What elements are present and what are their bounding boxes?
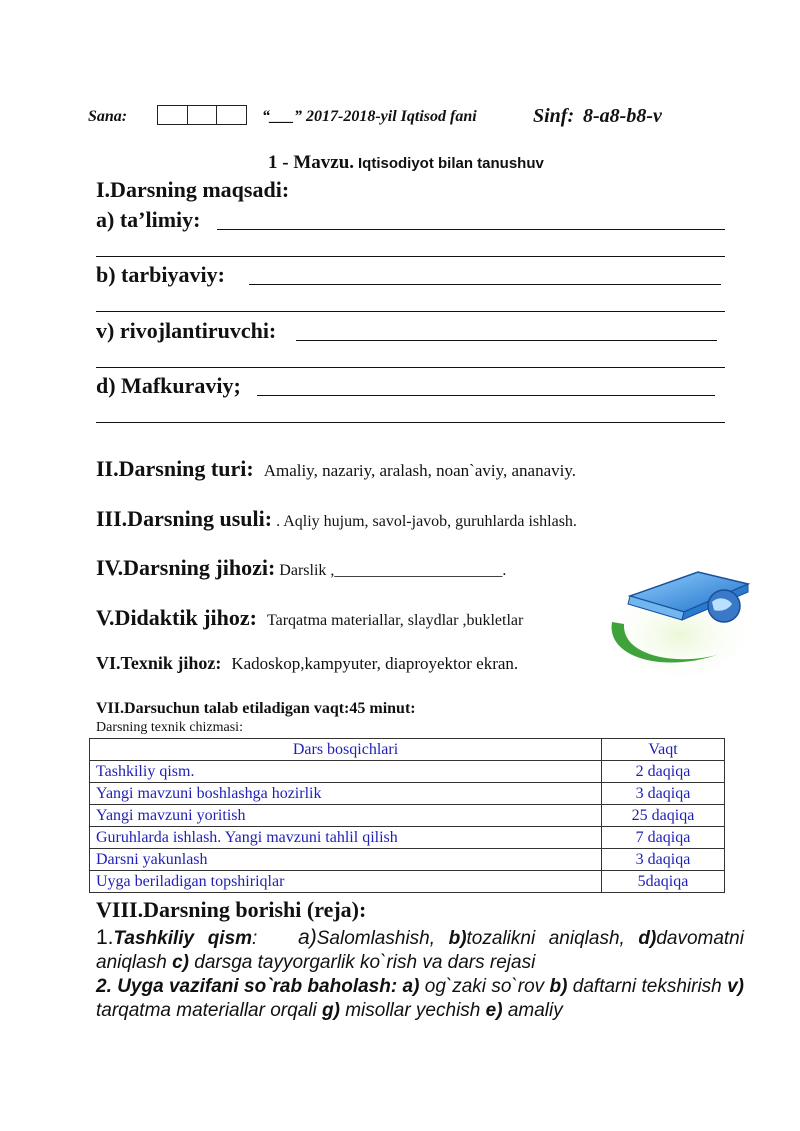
technical-equipment-value: Kadoskop,kampyuter, diaproyektor ekran.	[231, 654, 519, 673]
table-row	[90, 805, 725, 827]
fill-line	[96, 256, 725, 257]
table-cell: 3 daqiqa	[602, 849, 725, 871]
fill-line	[96, 422, 725, 423]
table-cell: 2 daqiqa	[602, 761, 725, 783]
didactic-equipment-value: Tarqatma materiallar, slaydlar ,bukletlar	[266, 612, 524, 629]
table-row	[90, 761, 725, 783]
plan-2-a-label: a)	[397, 976, 420, 997]
goal-label-tarbiyaviy: b) tarbiyaviy:	[96, 262, 225, 287]
plan-paragraph-2	[96, 975, 744, 1023]
table-row	[90, 871, 725, 893]
class-value: 8-a8-b8-v	[583, 105, 662, 127]
lesson-time: VII.Darsuchun talab etiladigan vaqt:45 minut:	[96, 700, 416, 717]
lesson-type-value: Amaliy, nazariy, aralash, noan`aviy, ananaviy.	[263, 461, 577, 480]
fill-line	[257, 395, 715, 396]
lesson-equipment-value: Darslik ,_____________________.	[279, 562, 507, 579]
plan-2-v-label: v)	[727, 976, 744, 997]
plan-1-d-label: d)	[638, 928, 657, 949]
plan-1-label: Tashkiliy qism	[113, 928, 253, 949]
lesson-equipment-label: IV.Darsning jihozi:	[96, 555, 276, 580]
date-text: “___” 2017-2018-yil Iqtisod fani	[262, 108, 477, 125]
lesson-equipment	[96, 555, 506, 581]
table-cell: Darsni yakunlash	[90, 849, 602, 871]
fill-line	[217, 229, 725, 230]
plan-2-v: tarqatma materiallar orqali	[96, 1000, 322, 1021]
lesson-method-value: . Aqliy hujum, savol-javob, guruhlarda ishlash.	[276, 513, 577, 530]
plan-1-b: tozalikni aniqlash,	[466, 928, 639, 949]
fill-line	[96, 311, 725, 312]
plan-2-b-label: b)	[549, 976, 568, 997]
table-cell: Tashkiliy qism.	[90, 761, 602, 783]
goal-label-rivojlantiruvchi: v) rivojlantiruvchi:	[96, 318, 277, 343]
lesson-method-label: III.Darsning usuli:	[96, 506, 273, 531]
fill-line	[249, 284, 721, 285]
plan-2-label: 2. Uyga vazifani so`rab baholash:	[96, 976, 398, 997]
technical-equipment-label: VI.Texnik jihoz:	[96, 653, 222, 673]
plan-1-colon: :	[252, 928, 258, 949]
table-cell: Yangi mavzuni boshlashga hozirlik	[90, 783, 602, 805]
table-cell: 5daqiqa	[602, 871, 725, 893]
table-header-row	[90, 739, 725, 761]
plan-paragraph-1	[96, 926, 744, 975]
lesson-type-label: II.Darsning turi:	[96, 456, 254, 481]
table-cell: Guruhlarda ishlash. Yangi mavzuni tahlil qilish	[90, 827, 602, 849]
topic-title: Iqtisodiyot bilan tanushuv	[358, 155, 544, 172]
plan-2-b: daftarni tekshirish	[567, 976, 728, 997]
table-row	[90, 849, 725, 871]
fill-line	[96, 367, 725, 368]
book-globe-icon	[602, 562, 754, 682]
fill-line	[296, 340, 717, 341]
table-row	[90, 827, 725, 849]
table-header-cell: Dars bosqichlari	[90, 739, 602, 761]
plan-1-c-label: c)	[172, 952, 189, 973]
table-header-cell: Vaqt	[602, 739, 725, 761]
plan-1-a: Salomlashish,	[316, 928, 449, 949]
topic-number: 1 - Mavzu.	[268, 152, 355, 173]
goal-label-mafkuraviy: d) Mafkuraviy;	[96, 373, 241, 398]
date-boxes	[157, 105, 247, 125]
plan-1-c: darsga tayyorgarlik ko`rish va dars rejasi	[188, 952, 536, 973]
goal-label-talimiy: a) ta’limiy:	[96, 207, 201, 232]
plan-1-b-label: b)	[448, 928, 467, 949]
technical-equipment	[96, 653, 518, 674]
plan-2-e: amaliy	[502, 1000, 563, 1021]
plan-2-e-label: e)	[485, 1000, 503, 1021]
table-cell: 3 daqiqa	[602, 783, 725, 805]
table-cell: Uyga beriladigan topshiriqlar	[90, 871, 602, 893]
plan-1-a-label: a)	[298, 926, 317, 949]
lesson-plan-heading: VIII.Darsning borishi (reja):	[96, 897, 367, 922]
didactic-equipment	[96, 605, 523, 631]
didactic-equipment-label: V.Didaktik jihoz:	[96, 605, 257, 630]
plan-1-d: davomatni aniqlash	[96, 928, 744, 973]
table-row	[90, 783, 725, 805]
table-cell: 7 daqiqa	[602, 827, 725, 849]
date-label: Sana:	[88, 108, 128, 125]
lesson-type	[96, 456, 576, 482]
plan-2-a: og`zaki so`rov	[419, 976, 550, 997]
goals-heading: I.Darsning maqsadi:	[96, 177, 290, 202]
plan-1-number: 1.	[96, 926, 114, 949]
tech-scheme-label: Darsning texnik chizmasi:	[96, 720, 243, 735]
lesson-stages-table	[89, 738, 725, 893]
table-cell: Yangi mavzuni yoritish	[90, 805, 602, 827]
plan-2-g: misollar yechish	[339, 1000, 486, 1021]
lesson-method	[96, 506, 577, 532]
plan-2-g-label: g)	[321, 1000, 340, 1021]
table-cell: 25 daqiqa	[602, 805, 725, 827]
topic-line	[268, 152, 544, 174]
class-label: Sinf:	[533, 105, 575, 127]
